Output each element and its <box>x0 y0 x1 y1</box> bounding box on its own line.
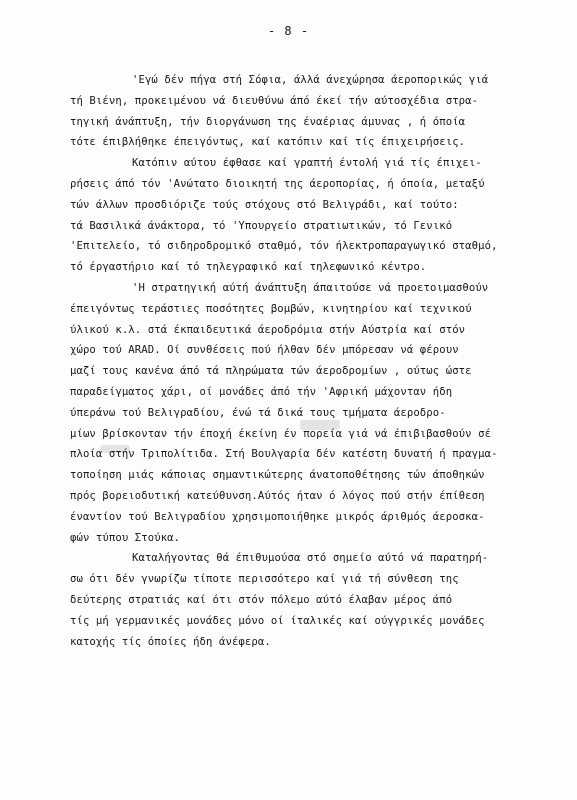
text-line: κατοχής τίς όποίες ήδη άνέφερα. <box>70 635 271 648</box>
paragraph-4 <box>70 548 570 652</box>
text-line: μαζί τους κανένα άπό τά πληρώματα τών άεροδρομίων , ούτως ώστε <box>70 365 472 378</box>
text-line: τή Βιένη, προκειμένου νά διευθύνω άπό έκεί τήν αύτοσχέδια στρα- <box>70 94 479 107</box>
text-line: χώρο τού ARAD. Οί συνθέσεις πού ήλθαν δέν μπόρεσαν νά φέρουν <box>70 344 459 357</box>
document-body <box>70 70 570 652</box>
text-line: τά Βασιλικά άνάκτορα, τό 'Υπουργείο στρατιωτικών, τό Γενικό <box>70 219 453 232</box>
text-line: έναντίον τού Βελιγραδίου χρησιμοποιήθηκε μικρός άριθμός άεροσκα- <box>70 510 485 523</box>
text-line: τό έργαστήριο καί τό τηλεγραφικό καί τηλεφωνικό κέντρο. <box>70 261 427 274</box>
text-line: Καταλήγοντας θά έπιθυμούσα στό σημείο αύτό νά παρατηρή- <box>132 552 489 565</box>
text-line: τότε έπιβλήθηκε έπειγόντως, καί κατόπιν καί τίς έπιχειρήσεις. <box>70 136 466 149</box>
text-line: τίς μή γερμανικές μονάδες μόνο οί ίταλικές καί ούγγρικές μονάδες <box>70 614 485 627</box>
text-line: σω ότι δέν γνωρίζω τίποτε περισσότερο καί γιά τή σύνθεση της <box>70 573 459 586</box>
text-line: παραδείγματος χάρι, οί μονάδες άπό τήν 'Αφρική μάχονταν ήδη <box>70 385 453 398</box>
text-line: 'Εγώ δέν πήγα στή Σόφια, άλλά άνεχώρησα άεροπορικώς γιά <box>132 74 489 86</box>
text-line: πρός βορειοδυτική κατεύθυνση.Αύτός ήταν ό λόγος πού στήν έπίθεση <box>70 489 485 502</box>
text-line: δεύτερης στρατιάς καί ότι στόν πόλεμο αύτό έλαβαν μέρος άπό <box>70 593 453 606</box>
text-line: 'Επιτελείο, τό σιδηροδρομικό σταθμό, τόν ήλεκτροπαραγωγικό σταθμό, <box>70 240 498 253</box>
text-line: μίων βρίσκονταν τήν έποχή έκείνη έν πορεία γιά νά έπιβιβασθούν σέ <box>70 427 492 440</box>
text-line: ρήσεις άπό τόν 'Ανώτατο διοικητή της άεροπορίας, ή όποία, μεταξύ <box>70 177 485 190</box>
page-number: - 8 - <box>267 24 310 38</box>
text-line: τηγική άνάπτυξη, τήν διοργάνωση της έναέριας άμυνας , ή όποία <box>70 115 466 128</box>
paragraph-2 <box>70 153 570 278</box>
paragraph-3 <box>70 278 570 548</box>
text-line: φών τύπου Στούκα. <box>70 531 181 544</box>
text-line: ύπεράνω τού Βελιγραδίου, ένώ τά δικά τους τμήματα άεροδρο- <box>70 406 446 419</box>
text-line: πλοία στήν Τριπολίτιδα. Στή Βουλγαρία δέν κατέστη δυνατή ή πραγμα- <box>70 448 498 461</box>
paragraph-1 <box>70 70 570 153</box>
text-line: έπειγόντως τεράστιες ποσότητες βομβών, κινητηρίου καί τεχνικού <box>70 302 472 315</box>
text-line: τών άλλων προσδιόριζε τούς στόχους στό Βελιγράδι, καί τούτο: <box>70 198 459 211</box>
text-line: 'Η στρατηγική αύτή άνάπτυξη άπαιτούσε νά προετοιμασθούν <box>132 281 489 294</box>
text-line: Κατόπιν αύτου έφθασε καί γραπτή έντολή γιά τίς έπιχει- <box>132 157 482 170</box>
text-line: ύλικού κ.λ. στά έκπαιδευτικά άεροδρόμια στήν Αύστρία καί στόν <box>70 323 466 336</box>
text-line: τοποίηση μιάς κάποιας σημαντικώτερης άνατοποθέτησης τών άποθηκών <box>70 469 485 482</box>
